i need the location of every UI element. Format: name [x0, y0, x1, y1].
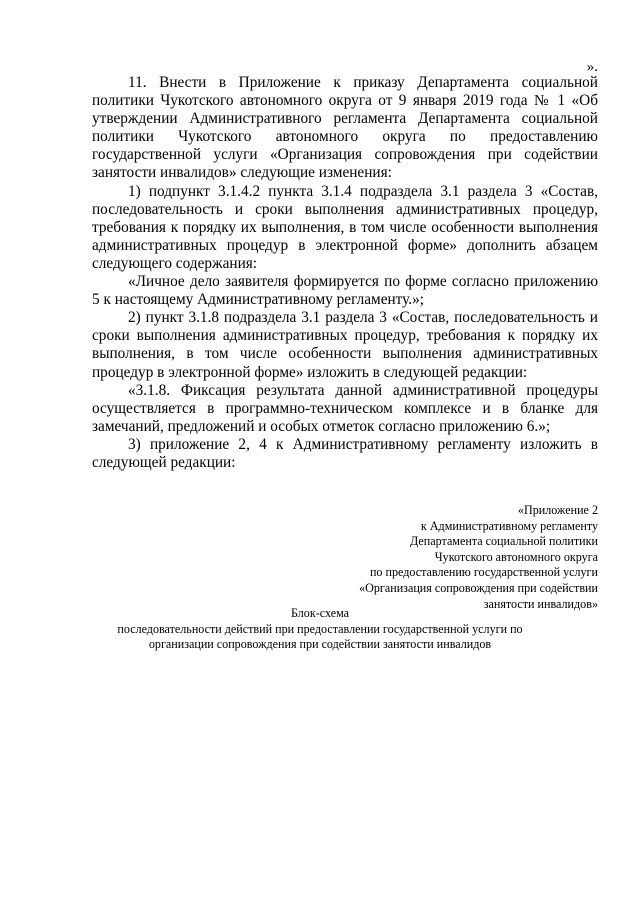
paragraph-subitem-2: 2) пункт 3.1.8 подраздела 3.1 раздела 3 «Состав, последовательность и сроки выполнения административных процедур, требования к порядку их выполнения, в том числе особенности выполнения административных процедур в электронной форме» изложить в следующей редакции: [92, 309, 598, 381]
flowchart-title-line: организации сопровождения при содействии занятости инвалидов [148, 637, 492, 652]
paragraph-subitem-3: 3) приложение 2, 4 к Административному регламенту изложить в следующей редакции: [92, 435, 598, 471]
appendix-line: к Административному регламенту [420, 518, 598, 533]
paragraph-subitem-1: 1) подпункт 3.1.4.2 пункта 3.1.4 подраздела 3.1 раздела 3 «Состав, последовательность и сроки выполнения административных процедур, требования к порядку их выполнения, в том числе особенности выполнения административных процедур в электронной форме» дополнить абзацем следующего содержания: [92, 182, 598, 272]
amendment-text [92, 74, 598, 472]
appendix-header [278, 503, 598, 612]
appendix-line: Департамента социальной политики [410, 534, 598, 549]
paragraph-quote-3-1-8: «3.1.8. Фиксация результата данной административной процедуры осуществляется в программно-техническом комплексе и в бланке для замечаний, предложений и особых отметок согласно приложению 6.»; [92, 381, 598, 435]
appendix-line: «Организация сопровождения при содействии [359, 580, 598, 595]
flowchart-title [100, 606, 540, 653]
paragraph-quote-personal-file: «Личное дело заявителя формируется по форме согласно приложению 5 к настоящему Административному регламенту.»; [92, 273, 598, 309]
flowchart-title-line: последовательности действий при предоставлении государственной услуги по [117, 621, 523, 636]
appendix-line: по предоставлению государственной услуги [369, 565, 598, 580]
appendix-line: занятости инвалидов» [483, 596, 598, 611]
paragraph-item-11: 11. Внести в Приложение к приказу Департамента социальной политики Чукотского автономного округа от 9 января 2019 года № 1 «Об утверждении Административного регламента Департамента социальной политики Чукотского автономного округа по предоставлению государственной услуги «Организация сопровождения при содействии занятости инвалидов» следующие изменения: [92, 74, 598, 182]
flowchart-title-heading: Блок-схема [290, 606, 350, 620]
closing-quote: ». [586, 59, 598, 75]
appendix-line: «Приложение 2 [517, 503, 598, 517]
appendix-line: Чукотского автономного округа [434, 549, 598, 564]
